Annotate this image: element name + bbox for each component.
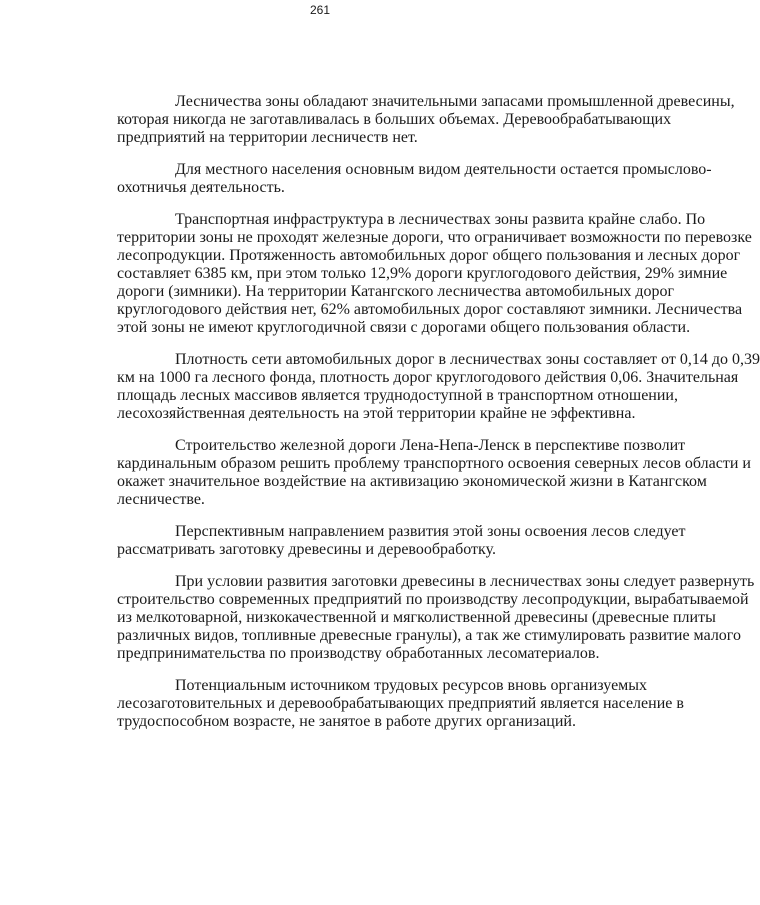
paragraph-line: которая никогда не заготавливалась в больших объемах. Деревообрабатывающих (117, 111, 672, 128)
paragraph-line: трудоспособном возрасте, не занятое в работе других организаций. (117, 713, 576, 730)
paragraph-labor-resources (117, 677, 684, 731)
paragraph-line: предпринимательства по производству обработанных лесоматериалов. (117, 645, 600, 662)
paragraph-enterprise-construction (117, 573, 755, 663)
paragraph-line: Плотность сети автомобильных дорог в лесничествах зоны составляет от 0,14 до 0,39 (175, 351, 760, 368)
paragraph-line: лесопродукции. Протяженность автомобильных дорог общего пользования и лесных дорог (117, 247, 741, 264)
paragraph-line: Для местного населения основным видом деятельности остается промыслово- (175, 161, 712, 178)
paragraph-line: Перспективным направлением развития этой зоны освоения лесов следует (175, 523, 686, 540)
paragraph-line: кардинальным образом решить проблему транспортного освоения северных лесов области и (117, 455, 751, 472)
paragraph-local-population (117, 161, 712, 197)
paragraph-line: лесничестве. (117, 491, 205, 508)
paragraph-line: круглогодового действия нет, 62% автомобильных дорог составляют зимники. Лесничества (117, 301, 743, 318)
paragraph-line: из мелкотоварной, низкокачественной и мягколиственной древесины (древесные плиты (117, 609, 716, 626)
paragraph-line: лесохозяйственная деятельность на этой территории крайне не эффективна. (117, 405, 636, 422)
paragraph-line: различных видов, топливные древесные гранулы), а так же стимулировать развитие малого (117, 627, 741, 644)
paragraph-line: этой зоны не имеют круглогодичной связи с дорогами общего пользования области. (117, 319, 691, 336)
paragraph-line: Лесничества зоны обладают значительными запасами промышленной древесины, (175, 93, 735, 110)
paragraph-line: При условии развития заготовки древесины в лесничествах зоны следует развернуть (175, 573, 755, 590)
paragraph-line: охотничья деятельность. (117, 179, 285, 196)
document-body (117, 93, 760, 745)
paragraph-line: км на 1000 га лесного фонда, плотность дорог круглогодового действия 0,06. Значительная (117, 369, 739, 386)
page-number: 261 (309, 3, 331, 17)
paragraph-line: составляет 6385 км, при этом только 12,9% дороги круглогодового действия, 29% зимние (117, 265, 728, 282)
paragraph-line: площадь лесных массивов является труднодоступной в транспортном отношении, (117, 387, 678, 404)
paragraph-line: рассматривать заготовку древесины и деревообработку. (117, 541, 496, 558)
paragraph-line: Строительство железной дороги Лена-Непа-Ленск в перспективе позволит (175, 437, 686, 454)
paragraph-line: территории зоны не проходят железные дороги, что ограничивает возможности по перевозке (117, 229, 752, 246)
paragraph-line: лесозаготовительных и деревообрабатывающих предприятий является население в (117, 695, 684, 712)
paragraph-line: Транспортная инфраструктура в лесничествах зоны развита крайне слабо. По (175, 211, 706, 228)
paragraph-line: дороги (зимники). На территории Катангского лесничества автомобильных дорог (117, 283, 675, 300)
paragraph-line: окажет значительное воздействие на активизацию экономической жизни в Катангском (117, 473, 707, 490)
paragraph-road-density (117, 351, 760, 423)
paragraph-development-direction (117, 523, 686, 559)
paragraph-line: предприятий на территории лесничеств нет. (117, 129, 418, 146)
paragraph-line: строительство современных предприятий по производству лесопродукции, вырабатываемой (117, 591, 749, 608)
paragraph-forest-resources (117, 93, 735, 147)
paragraph-line: Потенциальным источником трудовых ресурсов вновь организуемых (175, 677, 648, 694)
paragraph-transport-infrastructure (117, 211, 752, 337)
paragraph-railway-construction (117, 437, 751, 509)
